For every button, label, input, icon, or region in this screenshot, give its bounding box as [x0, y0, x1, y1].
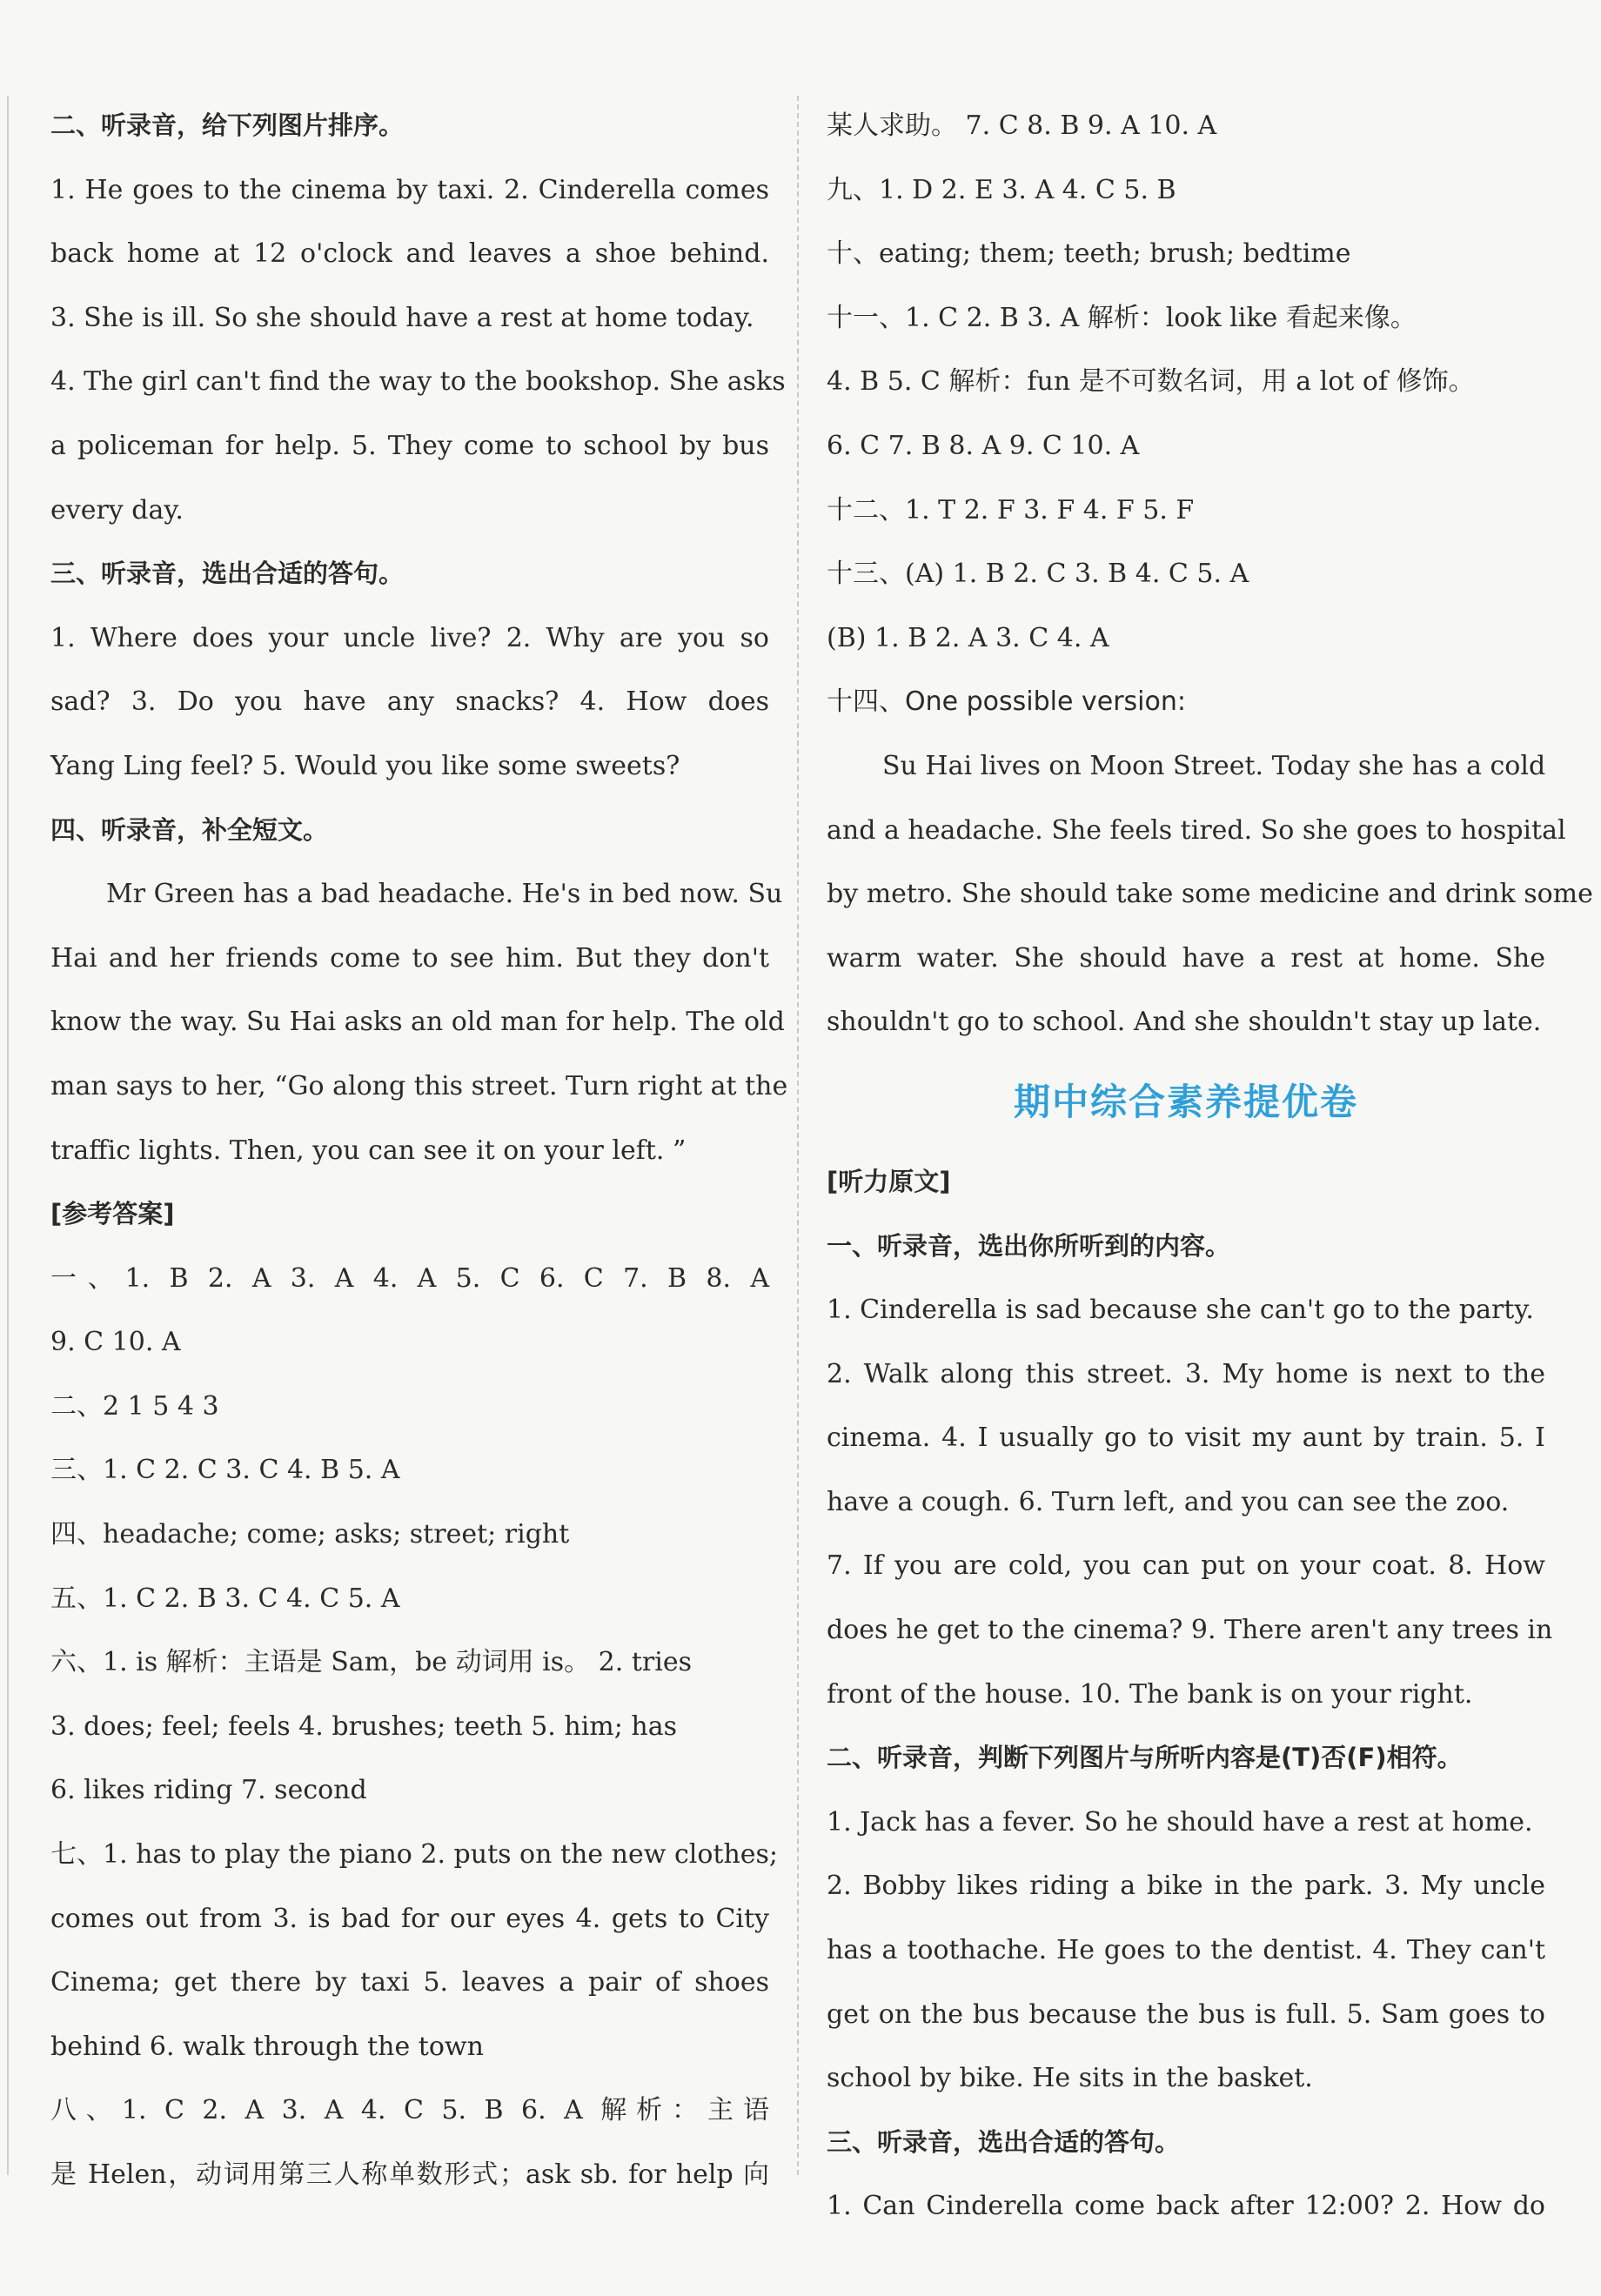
text-line: 3. does; feel; feels 4. brushes; teeth 5. him; has [50, 1710, 677, 1742]
text-line: 十四、One possible version: [827, 686, 1186, 718]
text-line: warm water. She should have a rest at home. She [827, 942, 1545, 974]
text-line: 一、1. B 2. A 3. A 4. A 5. C 6. C 7. B 8. A [50, 1262, 769, 1294]
text-line: traffic lights. Then, you can see it on your left. ” [50, 1135, 687, 1166]
text-line: 九、1. D 2. E 3. A 4. C 5. B [827, 174, 1176, 205]
text-line: 某人求助。 7. C 8. B 9. A 10. A [827, 110, 1217, 141]
text-line: has a toothache. He goes to the dentist. 4. They can't [827, 1935, 1545, 1966]
left-column [50, 94, 788, 2207]
text-line: 十一、1. C 2. B 3. A 解析：look like 看起来像。 [827, 302, 1417, 333]
text-line: 9. C 10. A [50, 1327, 181, 1358]
text-line: sad? 3. Do you have any snacks? 4. How does [50, 686, 769, 718]
right-column-top [827, 94, 1593, 1054]
column-divider [797, 96, 799, 2175]
text-line: 3. She is ill. So she should have a rest at home today. [50, 302, 754, 333]
text-line: 1. He goes to the cinema by taxi. 2. Cinderella comes [50, 174, 769, 205]
text-line: 是 Helen，动词用第三人称单数形式；ask sb. for help 向 [50, 2159, 769, 2190]
text-line: 六、1. is 解析：主语是 Sam，be 动词用 is。 2. tries [50, 1647, 692, 1678]
text-line: get on the bus because the bus is full. 5. Sam goes to [827, 1998, 1545, 2030]
text-line: 1. Jack has a fever. So he should have a rest at home. [827, 1806, 1533, 1837]
text-line: Mr Green has a bad headache. He's in bed now. Su [106, 879, 783, 910]
section-heading: [参考答案] [50, 1199, 175, 1229]
text-line: comes out from 3. is bad for our eyes 4. gets to City [50, 1903, 769, 1934]
text-line: 四、headache; come; asks; street; right [50, 1519, 570, 1550]
page-edge-line [7, 96, 9, 2175]
section-heading: [听力原文] [827, 1166, 951, 1196]
text-line: have a cough. 6. Turn left, and you can see the zoo. [827, 1486, 1510, 1517]
text-line: shouldn't go to school. And she shouldn't stay up late. [827, 1007, 1542, 1038]
text-line: behind 6. walk through the town [50, 2031, 484, 2062]
text-line: by metro. She should take some medicine and drink some [827, 879, 1593, 910]
text-line: 五、1. C 2. B 3. C 4. C 5. A [50, 1583, 400, 1614]
text-line: every day. [50, 494, 184, 525]
section-heading: 三、听录音，选出合适的答句。 [827, 2126, 1181, 2157]
text-line: know the way. Su Hai asks an old man for help. The old [50, 1007, 785, 1038]
text-line: Yang Ling feel? 5. Would you like some sweets? [50, 750, 680, 781]
text-line: 4. The girl can't find the way to the bookshop. She asks [50, 366, 786, 398]
text-line: 二、2 1 5 4 3 [50, 1390, 219, 1422]
text-line: 2. Bobby likes riding a bike in the park. 3. My uncle [827, 1871, 1545, 1902]
text-line: Hai and her friends come to see him. But they don't [50, 942, 769, 974]
text-line: 三、1. C 2. C 3. C 4. B 5. A [50, 1455, 400, 1486]
text-line: 6. C 7. B 8. A 9. C 10. A [827, 430, 1140, 461]
text-line: back home at 12 o'clock and leaves a shoe behind. [50, 238, 769, 270]
section-heading: 一、听录音，选出你所听到的内容。 [827, 1230, 1231, 1261]
text-line: cinema. 4. I usually go to visit my aunt by train. 5. I [827, 1422, 1545, 1454]
section-heading: 三、听录音，选出合适的答句。 [50, 559, 405, 589]
text-line: 1. Can Cinderella come back after 12:00? 2. How do [827, 2191, 1545, 2222]
section-heading: 二、听录音，给下列图片排序。 [50, 110, 405, 140]
text-line: (B) 1. B 2. A 3. C 4. A [827, 622, 1109, 653]
text-line: does he get to the cinema? 9. There aren't any trees in [827, 1615, 1553, 1646]
text-line: 2. Walk along this street. 3. My home is next to the [827, 1358, 1545, 1389]
text-line: 七、1. has to play the piano 2. puts on the new clothes; [50, 1839, 779, 1871]
text-line: a policeman for help. 5. They come to school by bus [50, 430, 769, 461]
text-line: 6. likes riding 7. second [50, 1775, 367, 1806]
text-line: man says to her, “Go along this street. Turn right at the [50, 1070, 788, 1101]
text-line: 1. Where does your uncle live? 2. Why are you so [50, 622, 769, 653]
text-line: Cinema; get there by taxi 5. leaves a pair of shoes [50, 1967, 769, 1998]
text-line: 1. Cinderella is sad because she can't go to the party. [827, 1295, 1534, 1326]
text-line: school by bike. He sits in the basket. [827, 2063, 1313, 2094]
text-line: 4. B 5. C 解析：fun 是不可数名词，用 a lot of 修饰。 [827, 366, 1475, 398]
text-line: 7. If you are cold, you can put on your coat. 8. How [827, 1550, 1545, 1582]
section-heading: 二、听录音，判断下列图片与所听内容是(T)否(F)相符。 [827, 1743, 1463, 1773]
text-line: Su Hai lives on Moon Street. Today she has a cold [882, 750, 1546, 781]
text-line: 十三、(A) 1. B 2. C 3. B 4. C 5. A [827, 559, 1249, 590]
text-line: 十、eating; them; teeth; brush; bedtime [827, 238, 1351, 270]
right-column-bottom [827, 1150, 1553, 2239]
text-line: and a headache. She feels tired. So she goes to hospital [827, 814, 1566, 846]
text-line: front of the house. 10. The bank is on your right. [827, 1678, 1473, 1710]
right-column [827, 94, 1593, 2239]
text-line: 八、1. C 2. A 3. A 4. C 5. B 6. A 解析：主语 [50, 2095, 769, 2126]
section-title: 期中综合素养提优卷 [1013, 1080, 1358, 1123]
section-heading: 四、听录音，补全短文。 [50, 814, 329, 845]
text-line: 十二、1. T 2. F 3. F 4. F 5. F [827, 494, 1195, 525]
